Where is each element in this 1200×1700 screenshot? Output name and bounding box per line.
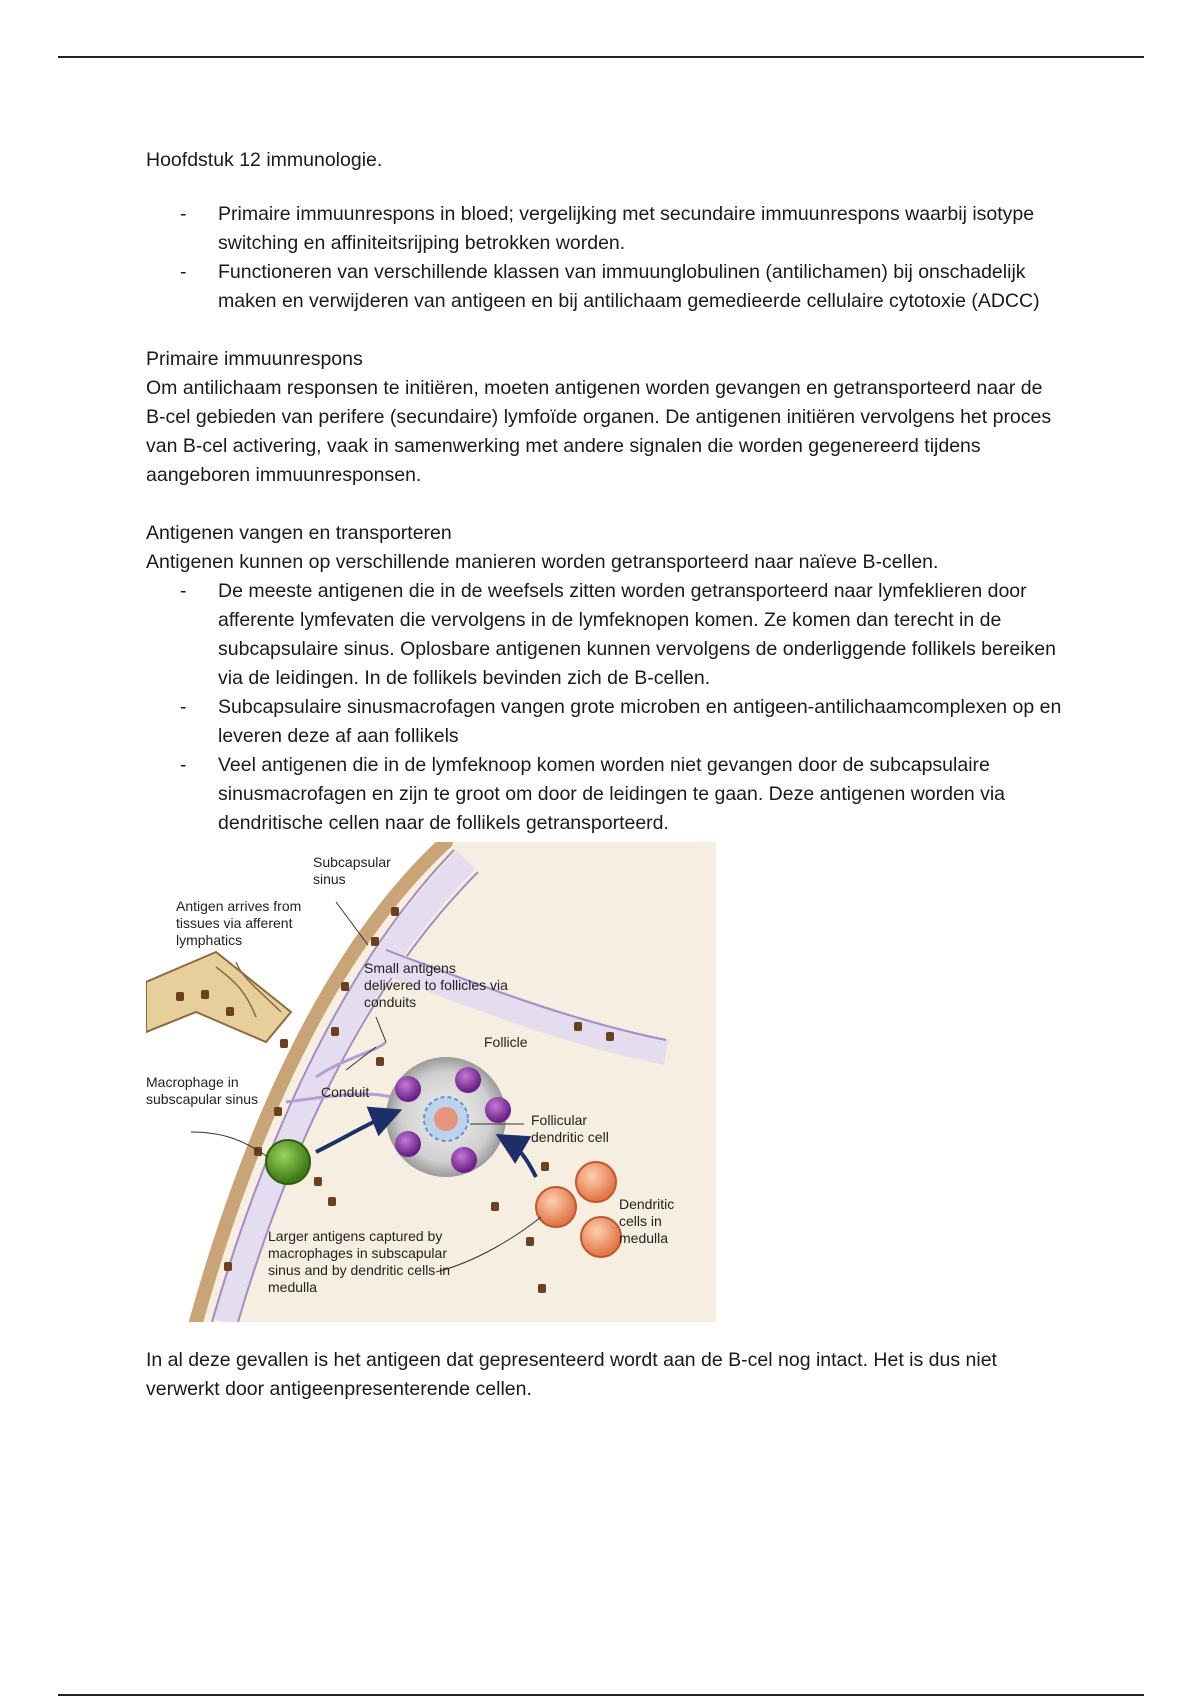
list-item: - Subcapsulaire sinusmacrofagen vangen grote microben en antigeen-antilichaamcomplexen op en leveren deze af aan follikels xyxy=(146,693,1066,751)
follicular-dendritic-cell-label: Follicular dendritic cell xyxy=(531,1112,609,1145)
macrophage-label: Macrophage in subscapular sinus xyxy=(146,1074,259,1107)
list-item: - Primaire immuunrespons in bloed; vergelijking met secundaire immuunrespons waarbij isotype switching en affiniteitsrijping betrokken worden. xyxy=(146,200,1066,258)
larger-antigens-label: Larger antigens captured by macrophages in subscapular sinus and by dendritic cells in medulla xyxy=(268,1228,451,1295)
footer-rule xyxy=(58,1694,1144,1696)
afferent-lymphatic xyxy=(146,952,291,1042)
conclusion-paragraph: In al deze gevallen is het antigeen dat gepresenteerd wordt aan de B-cel nog intact. Het is dus niet verwerkt door antigeenpresenterende cellen. xyxy=(146,1349,997,1400)
small-antigens-label: Small antigens delivered to follicles via conduits xyxy=(364,960,508,1010)
dendritic-cell xyxy=(536,1187,576,1227)
list-item: - Functioneren van verschillende klassen van immuunglobulinen (antilichamen) bij onschadelijk maken en verwijderen van antigeen en bij antilichaam gemedieerde cellulaire cytotoxie (ADCC) xyxy=(146,258,1066,316)
document-body xyxy=(146,146,1066,1404)
section-heading: Antigenen vangen en transporteren xyxy=(146,522,452,544)
section-heading: Primaire immuunrespons xyxy=(146,348,363,370)
macrophage xyxy=(266,1140,310,1184)
conduit-label: Conduit xyxy=(321,1084,370,1100)
transport-bullet-list xyxy=(146,577,1066,838)
antigen-arrives-label: Antigen arrives from tissues via afferent lymphatics xyxy=(176,898,302,948)
lymph-node-figure xyxy=(146,842,716,1322)
dendritic-cells-medulla-label: Dendritic cells in medulla xyxy=(619,1196,675,1246)
dendritic-cell xyxy=(576,1162,616,1202)
intro-bullet-list xyxy=(146,200,1066,316)
dendritic-cell xyxy=(581,1217,621,1257)
section-intro: Antigenen kunnen op verschillende manieren worden getransporteerd naar naïeve B-cellen. xyxy=(146,551,939,573)
follicle-label: Follicle xyxy=(484,1034,528,1050)
page-title: Hoofdstuk 12 immunologie. xyxy=(146,149,383,171)
subcapsular-sinus-label: Subcapsular sinus xyxy=(313,854,391,887)
list-item: - De meeste antigenen die in de weefsels zitten worden getransporteerd naar lymfeklieren door afferente lymfevaten die vervolgens in de lymfeknopen komen. Ze komen dan terecht in de subcapsulaire sinus. Oplosbare antigenen kunnen vervolgens de onderliggende follikels bereiken via de leidingen. In de follikels bevinden zich de B-cellen. xyxy=(146,577,1066,693)
list-item: - Veel antigenen die in de lymfeknoop komen worden niet gevangen door de subcapsulaire sinusmacrofagen en zijn te groot om door de leidingen te gaan. Deze antigenen worden via dendritische cellen naar de follikels getransporteerd. xyxy=(146,751,1066,838)
header-rule xyxy=(58,56,1144,58)
section-paragraph: Om antilichaam responsen te initiëren, moeten antigenen worden gevangen en getransporteerd naar de B-cel gebieden van perifere (secundaire) lymfoïde organen. De antigenen initiëren vervolgens het proces van B-cel activering, vaak in samenwerking met andere signalen die worden gegenereerd tijdens aangeboren immuunresponsen. xyxy=(146,377,1052,486)
